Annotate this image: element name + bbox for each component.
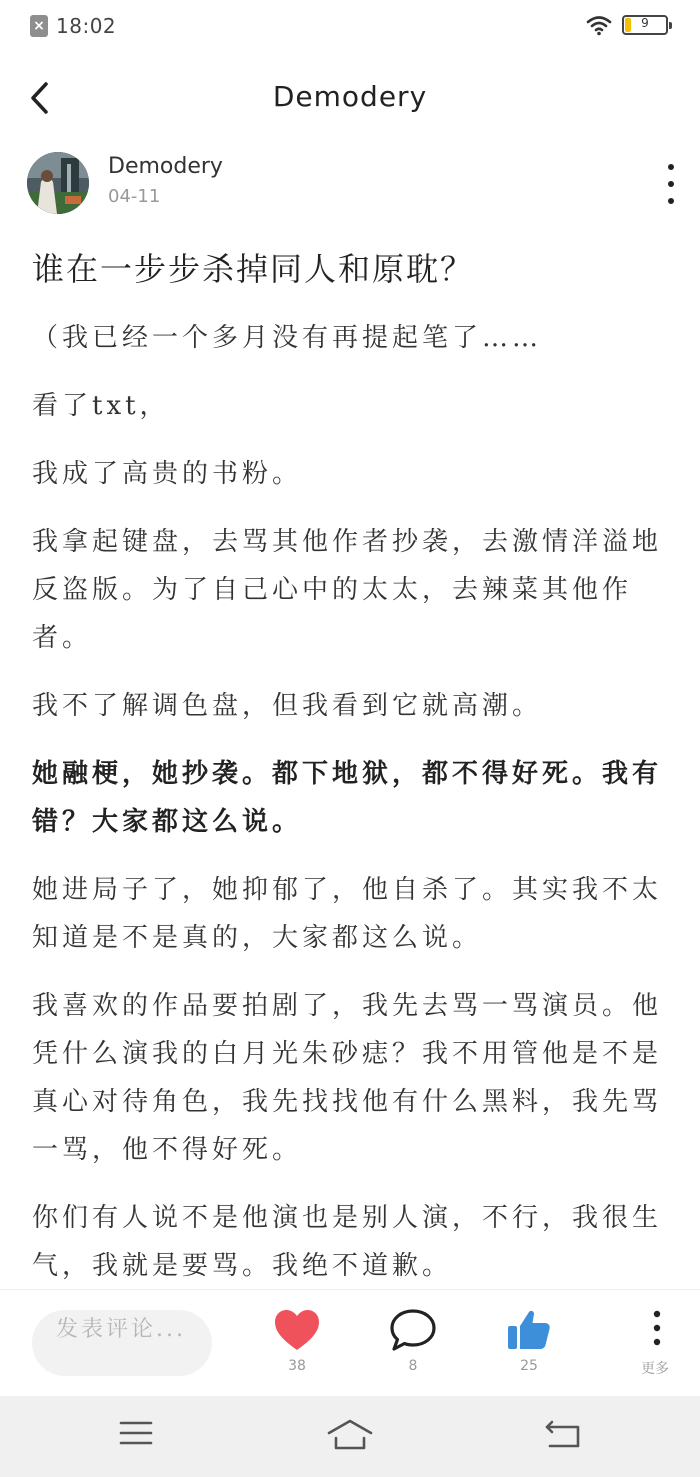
paragraph: 我喜欢的作品要拍剧了，我先去骂一骂演员。他凭什么演我的白月光朱砂痣？我不用管他是不是真心对待角色，我先找找他有什么黑料，我先骂一骂，他不得好死。 [32,991,663,1165]
status-time: 18:02 [56,14,117,38]
paragraph: 看了txt， [32,391,170,421]
nav-bar [0,60,700,136]
author-name[interactable]: Demodery [108,154,223,179]
paragraph: 我成了高贵的书粉。 [32,459,303,489]
bottom-action-bar [0,1289,700,1395]
return-icon[interactable] [544,1418,582,1450]
more-button[interactable] [612,1308,682,1388]
comment-bubble-icon [389,1308,437,1352]
heart-icon [273,1308,321,1352]
page-title: Demodery [272,80,428,113]
author-row [0,148,700,220]
article-body [32,314,672,1286]
comment-button[interactable] [378,1308,448,1388]
status-bar [0,0,700,54]
thumbs-up-button[interactable] [494,1308,564,1388]
paragraph-bold: 她融梗，她抄袭。都下地狱，都不得好死。我有错？大家都这么说。 [32,759,663,837]
system-nav-bar [0,1396,700,1477]
paragraph: 她进局子了，她抑郁了，他自杀了。其实我不太知道是不是真的，大家都这么说。 [32,875,663,953]
post-date: 04-11 [108,186,161,207]
thumbs-up-icon [505,1308,553,1352]
status-right [586,14,668,36]
paragraph: （我已经一个多月没有再提起笔了…… [32,323,543,353]
paragraph: 你们有人说不是他演也是别人演，不行，我很生气，我就是要骂。我绝不道歉。 [32,1203,663,1281]
more-label: 更多 [641,1361,669,1377]
thumbs-up-count: 25 [520,1358,538,1374]
status-left [30,14,116,38]
notification-icon: × [30,15,48,37]
post-title: 谁在一步步杀掉同人和原耽？ [32,250,475,288]
paragraph: 我拿起键盘，去骂其他作者抄袭，去激情洋溢地反盗版。为了自己心中的太太，去辣菜其他作者。 [32,527,663,653]
avatar[interactable] [27,152,89,214]
like-button[interactable] [262,1308,332,1388]
more-vertical-icon [623,1308,671,1352]
wifi-icon [586,14,612,36]
like-count: 38 [288,1358,306,1374]
comment-input[interactable]: 发表评论... [32,1310,212,1376]
battery-icon [622,15,668,35]
home-icon[interactable] [326,1418,374,1452]
more-vertical-icon[interactable] [664,164,678,204]
battery-level: 9 [641,16,649,30]
paragraph: 我不了解调色盘，但我看到它就高潮。 [32,691,543,721]
menu-icon[interactable] [118,1418,154,1448]
comment-count: 8 [408,1358,418,1374]
